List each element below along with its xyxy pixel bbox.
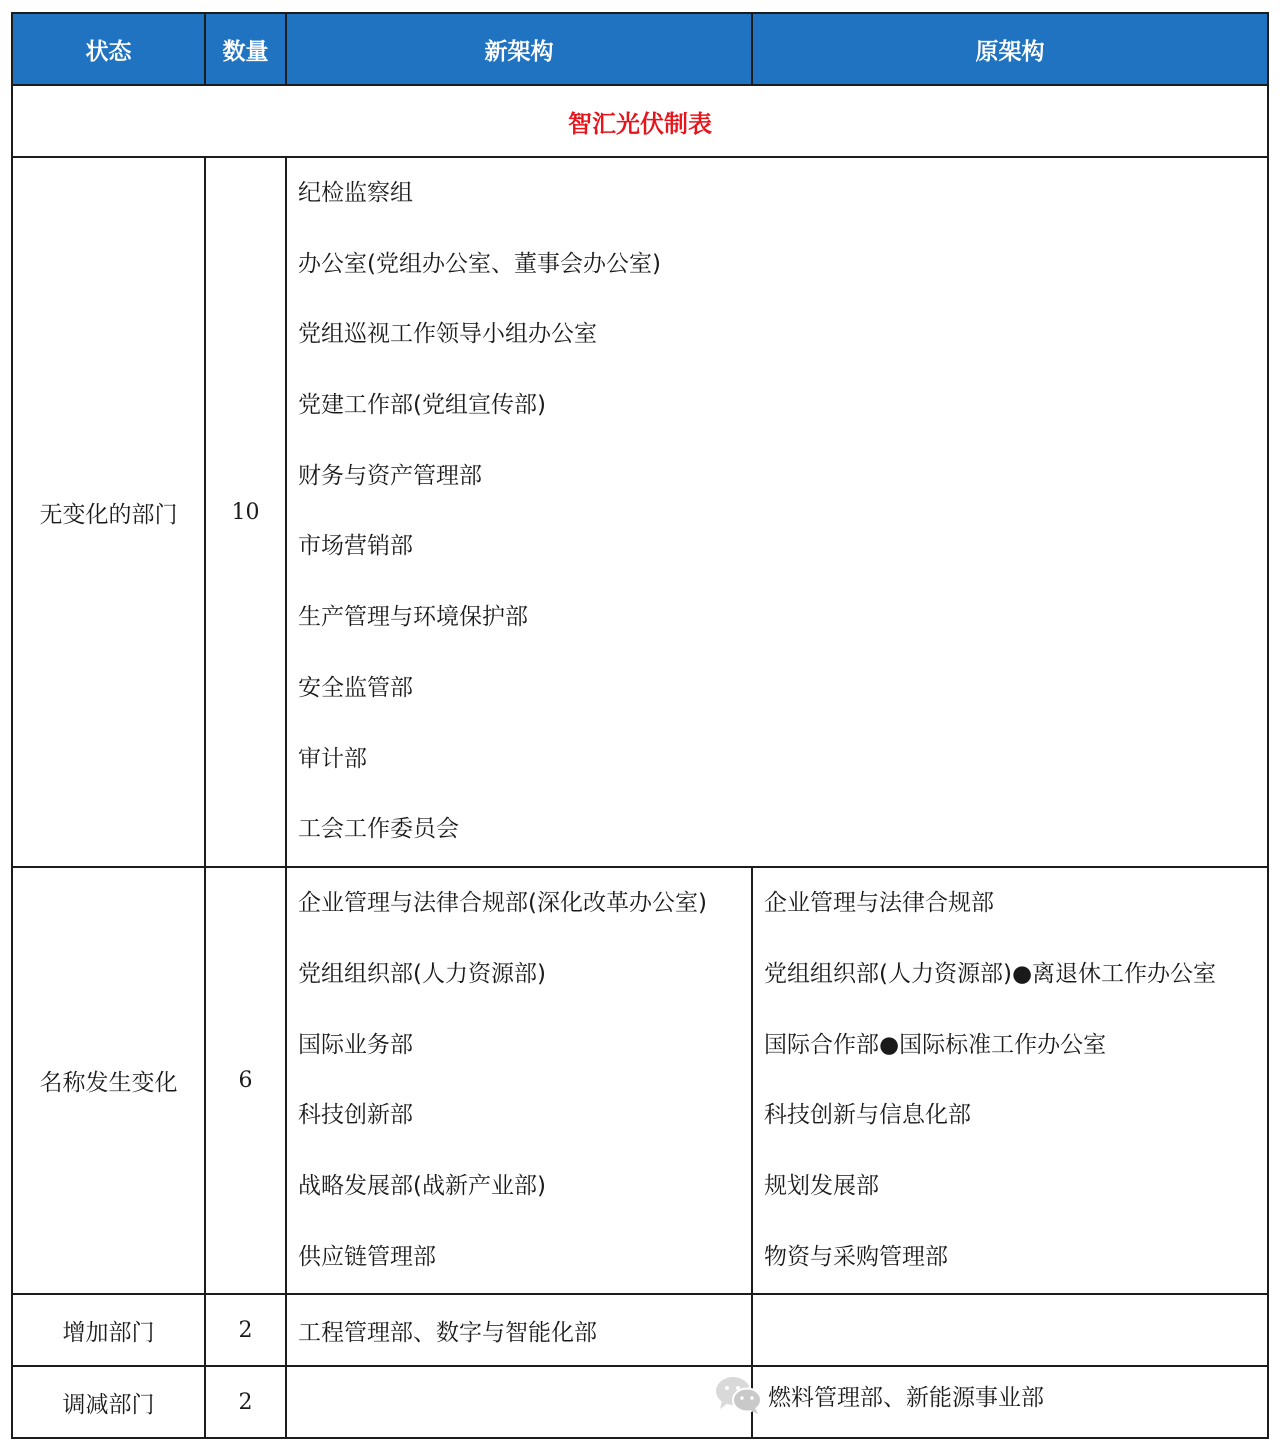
new-structure-list	[286, 867, 752, 1294]
table-title: 智汇光伏制表	[12, 85, 1268, 157]
list-item: 战略发展部(战新产业部)	[298, 1173, 546, 1200]
new-structure-cell: 工程管理部、数字与智能化部	[286, 1294, 752, 1366]
list-item: 国际合作部●国际标准工作办公室	[764, 1031, 1107, 1058]
list-item: 党建工作部(党组宣传部)	[298, 392, 546, 419]
list-item: 供应链管理部	[298, 1243, 436, 1270]
list-item: 市场营销部	[298, 533, 413, 560]
status-cell: 名称发生变化	[12, 867, 205, 1294]
count-cell: 10	[205, 157, 286, 867]
table-row	[12, 157, 1268, 867]
list-item: 财务与资产管理部	[298, 462, 482, 489]
header-status: 状态	[12, 13, 205, 85]
list-item: 物资与采购管理部	[764, 1243, 948, 1270]
header-row	[12, 13, 1268, 85]
list-item: 党组组织部(人力资源部)●离退休工作办公室	[764, 960, 1217, 987]
list-item: 规划发展部	[764, 1173, 879, 1200]
old-structure-list	[752, 867, 1268, 1294]
count-cell: 6	[205, 867, 286, 1294]
table-row	[12, 1366, 1268, 1438]
list-item: 科技创新部	[298, 1102, 413, 1129]
new-structure-cell	[286, 1366, 752, 1438]
table-row	[12, 867, 1268, 1294]
wechat-icon	[714, 1374, 764, 1416]
new-structure-list	[286, 157, 1268, 867]
list-item: 审计部	[298, 745, 367, 772]
list-item: 国际业务部	[298, 1031, 413, 1058]
list-item: 纪检监察组	[298, 180, 413, 206]
status-cell: 无变化的部门	[12, 157, 205, 867]
table-row	[12, 1294, 1268, 1366]
list-item: 企业管理与法律合规部	[764, 890, 994, 916]
list-item: 党组组织部(人力资源部)	[298, 960, 546, 987]
list-item: 党组巡视工作领导小组办公室	[298, 321, 597, 348]
status-cell: 调减部门	[12, 1366, 205, 1438]
org-structure-table	[11, 12, 1269, 1439]
list-item: 企业管理与法律合规部(深化改革办公室)	[298, 890, 707, 916]
list-item: 生产管理与环境保护部	[298, 604, 528, 631]
header-old-structure: 原架构	[752, 13, 1268, 85]
status-cell: 增加部门	[12, 1294, 205, 1366]
watermark	[714, 1374, 1044, 1416]
count-cell: 2	[205, 1294, 286, 1366]
title-row	[12, 85, 1268, 157]
count-cell: 2	[205, 1366, 286, 1438]
header-new-structure: 新架构	[286, 13, 752, 85]
list-item: 安全监管部	[298, 674, 413, 701]
reduced-old-structure-text: 燃料管理部、新能源事业部	[768, 1384, 1044, 1411]
list-item: 科技创新与信息化部	[764, 1102, 971, 1129]
header-count: 数量	[205, 13, 286, 85]
list-item: 办公室(党组办公室、董事会办公室)	[298, 250, 661, 277]
list-item: 工会工作委员会	[298, 816, 459, 843]
old-structure-cell	[752, 1294, 1268, 1366]
